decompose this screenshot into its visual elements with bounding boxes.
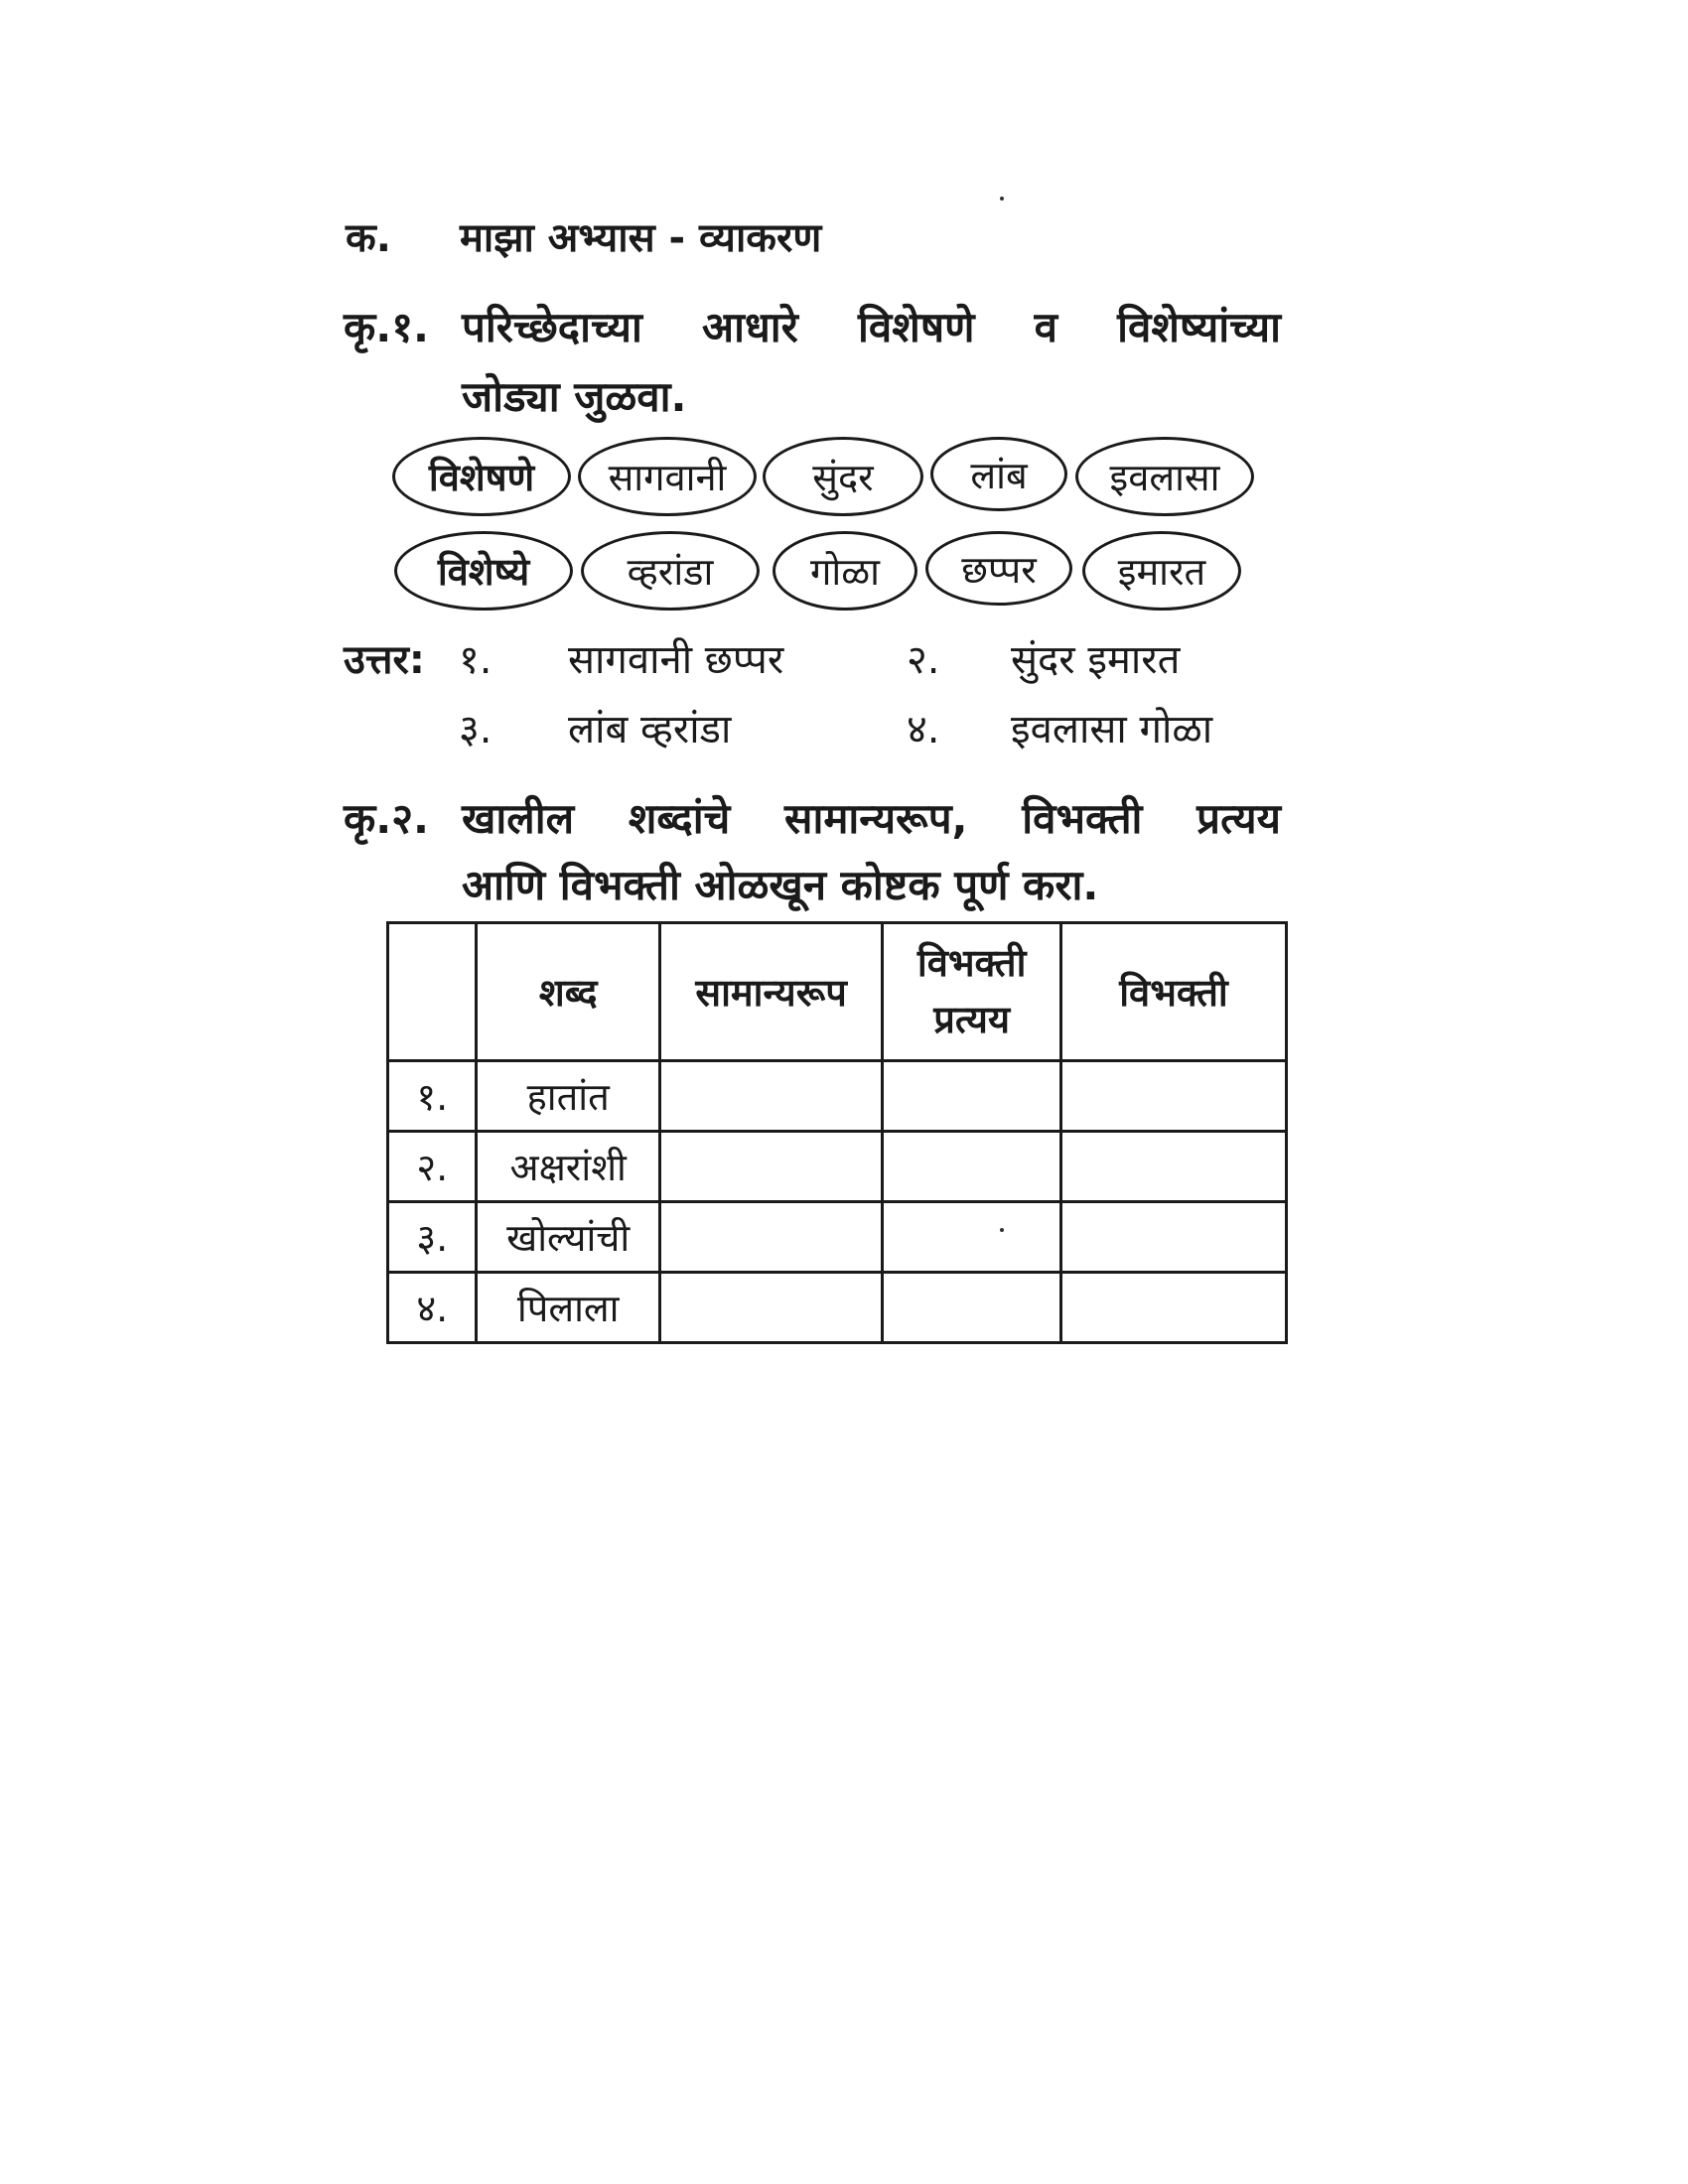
blank-cell	[1061, 1202, 1287, 1273]
answer-label: उत्तर:	[344, 637, 425, 683]
section-label: क.	[346, 215, 391, 261]
oval-word: लांब	[930, 437, 1067, 511]
oval-word: सुंदर	[763, 437, 923, 516]
blank-cell	[883, 1273, 1061, 1343]
table-header-cell: शब्द	[477, 923, 659, 1061]
q1-line1	[462, 298, 1281, 354]
scan-speck	[1000, 1228, 1004, 1232]
oval-adjectives-label: विशेषणे	[392, 437, 571, 516]
row-word: हातांत	[477, 1061, 659, 1132]
blank-cell	[659, 1202, 882, 1273]
scan-speck	[1000, 197, 1004, 201]
row-word: अक्षरांशी	[477, 1132, 659, 1202]
answer-text: सुंदर इमारत	[1011, 637, 1181, 683]
row-word: खोल्यांची	[477, 1202, 659, 1273]
q1-word: व	[1034, 303, 1057, 351]
table-header-cell: विभक्ती प्रत्यय	[883, 923, 1061, 1061]
answer-num: २.	[907, 637, 940, 683]
blank-cell	[659, 1273, 882, 1343]
q1-line2: जोड्या जुळवा.	[462, 372, 687, 421]
oval-nouns-label: विशेष्ये	[394, 531, 573, 611]
q2-word: विभक्ती	[1022, 794, 1143, 843]
q2-line1	[462, 789, 1281, 846]
blank-cell	[1061, 1273, 1287, 1343]
blank-cell	[1061, 1132, 1287, 1202]
table-header-cell	[388, 923, 477, 1061]
q1-word: परिच्छेदाच्या	[462, 303, 642, 351]
blank-cell	[1061, 1061, 1287, 1132]
table-header-cell: सामान्यरूप	[659, 923, 882, 1061]
answer-num: ४.	[907, 707, 940, 752]
blank-cell	[883, 1132, 1061, 1202]
q2-word: सामान्यरूप,	[784, 794, 968, 843]
blank-cell	[659, 1132, 882, 1202]
q2-word: शब्दांचे	[628, 794, 731, 843]
table-header-row	[388, 923, 1287, 1061]
row-number: २.	[388, 1132, 477, 1202]
oval-word: छप्पर	[925, 531, 1072, 606]
answer-text: इवलासा गोळा	[1011, 707, 1213, 752]
blank-cell	[659, 1061, 882, 1132]
row-word: पिलाला	[477, 1273, 659, 1343]
q2-word: प्रत्यय	[1196, 794, 1281, 843]
q2-number: कृ.२.	[344, 794, 430, 843]
q1-word: विशेषणे	[858, 303, 975, 351]
table-header-cell: विभक्ती	[1061, 923, 1287, 1061]
grammar-table	[386, 921, 1288, 1344]
oval-word: इमारत	[1082, 531, 1241, 611]
q1-number: कृ.१.	[344, 303, 430, 351]
section-title: माझा अभ्यास - व्याकरण	[460, 215, 822, 261]
q1-word: विशेष्यांच्या	[1117, 303, 1281, 351]
q2-word: खालील	[462, 794, 575, 843]
answer-text: लांब व्हरांडा	[568, 707, 732, 752]
table-row	[388, 1273, 1287, 1343]
answer-text: सागवानी छप्पर	[568, 637, 784, 683]
oval-word: गोळा	[773, 531, 917, 611]
table-row	[388, 1202, 1287, 1273]
table-row	[388, 1132, 1287, 1202]
oval-word: इवलासा	[1075, 437, 1254, 516]
oval-word: व्हरांडा	[581, 531, 760, 611]
row-number: १.	[388, 1061, 477, 1132]
oval-word: सागवानी	[578, 437, 757, 516]
answer-num: १.	[459, 637, 492, 683]
row-number: ३.	[388, 1202, 477, 1273]
blank-cell	[883, 1202, 1061, 1273]
blank-cell	[883, 1061, 1061, 1132]
answer-num: ३.	[459, 707, 492, 752]
q1-word: आधारे	[702, 303, 798, 351]
row-number: ४.	[388, 1273, 477, 1343]
table-row	[388, 1061, 1287, 1132]
q2-line2: आणि विभक्ती ओळखून कोष्टक पूर्ण करा.	[462, 861, 1099, 909]
